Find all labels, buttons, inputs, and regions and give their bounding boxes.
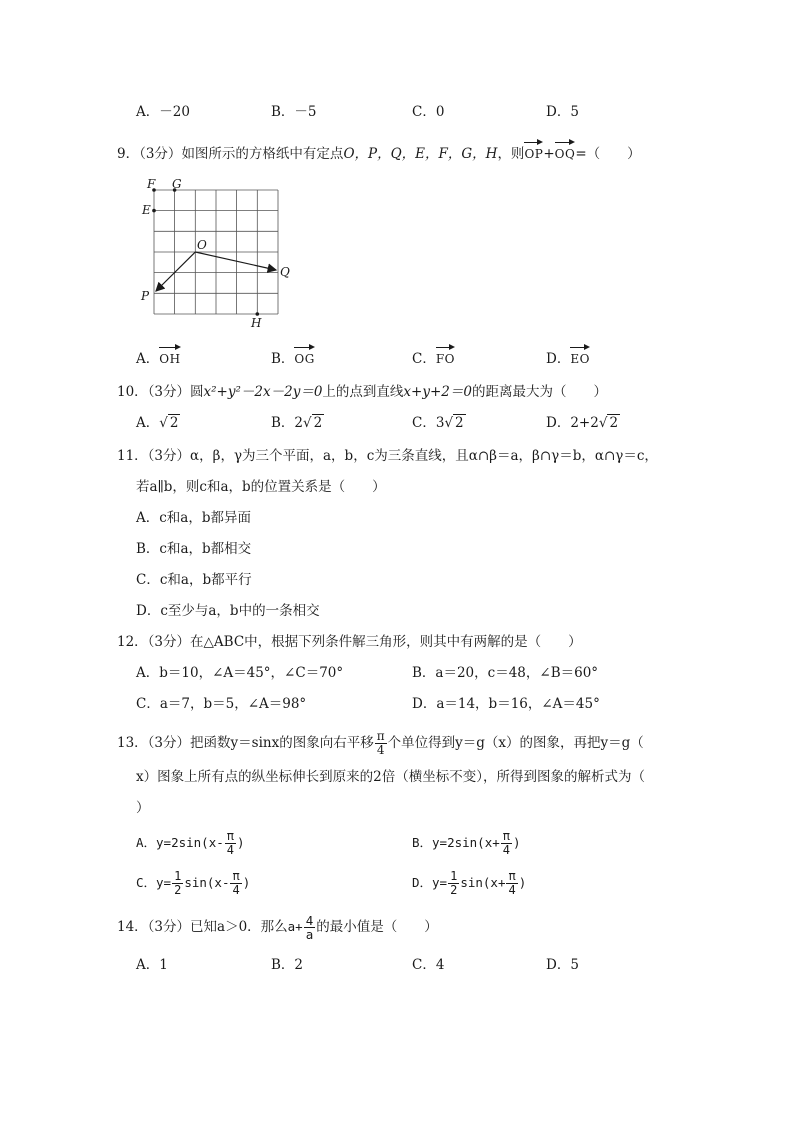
q8-option-a: A．－20 [136, 104, 190, 120]
q14-option-d: D．5 [546, 957, 579, 973]
vector-eo: EO [570, 346, 590, 368]
label-f: F [147, 177, 156, 191]
point-e [152, 209, 156, 213]
q13-stem-line1: 13．（3分）把函数y＝sinx的图象向右平移 $\frac{\pi}{4}$ 个单位得到y＝g（x）的图象，再把y＝g（ [117, 729, 644, 757]
q10-option-a: A．√ 2 [136, 415, 179, 431]
q11-option-a: A．c和a，b都异面 [136, 510, 252, 526]
label-q: Q [280, 265, 290, 279]
q14-fraction: $\frac{4}{a}$ [305, 913, 314, 942]
line-equation: x+y+2＝0 [403, 384, 472, 400]
q9-option-a: A．OH [136, 346, 181, 368]
q9-option-b: B．OG [271, 346, 315, 368]
q12-option-d: D．a＝14，b＝16，∠A＝45° [412, 696, 600, 712]
label-o: O [197, 238, 207, 252]
q9-number: 9． [117, 146, 140, 162]
q13-stem-line3: ） [136, 800, 150, 816]
q9-grid-figure [136, 172, 306, 332]
label-e: E [142, 203, 151, 217]
q11-stem-line1: 11．（3分）α，β，γ为三个平面，a，b，c为三条直线，且α∩β＝a，β∩γ＝b，α∩γ＝c， [117, 448, 658, 464]
q13-option-b: B．y=2sin(x+ $\frac{\pi}{4}$ ) [412, 829, 521, 857]
q13-option-c: C．y= $\frac{1}{2}$ sin(x- $\frac{\pi}{4}$ ) [136, 869, 251, 897]
q13-stem-line2: x）图象上所有点的纵坐标伸长到原来的2倍（横坐标不变），所得到图象的解析式为（ [136, 769, 645, 785]
q9-vector-oq: OQ [555, 141, 576, 163]
q14-option-b: B．2 [271, 957, 304, 973]
label-g: G [172, 177, 182, 191]
label-p: P [141, 289, 150, 303]
q10-option-c: C．3√ 2 [412, 415, 464, 431]
q11-option-c: C．c和a，b都平行 [136, 572, 252, 588]
vector-fo: FO [436, 346, 455, 368]
q9-score: （3分） [139, 146, 182, 162]
q8-option-c: C．0 [412, 104, 445, 120]
q9-points: O，P，Q，E，F，G，H [343, 146, 498, 162]
q14-stem: 14．（3分）已知a＞0．那么a+ $\frac{4}{a}$ 的最小值是（ ） [117, 913, 438, 942]
q11-stem-line2: 若a∥b，则c和a，b的位置关系是（ ） [136, 479, 386, 495]
q14-option-a: A．1 [136, 957, 168, 973]
q10-option-b: B．2√ 2 [271, 415, 323, 431]
q8-option-d: D．5 [546, 104, 579, 120]
q9-then: ，则 [497, 146, 525, 162]
vector-op-arrow [156, 252, 195, 291]
q9-option-c: C．FO [412, 346, 455, 368]
vector-oh: OH [159, 346, 180, 368]
q13-option-d: D．y= $\frac{1}{2}$ sin(x+ $\frac{\pi}{4}$ ) [412, 869, 527, 897]
q12-option-b: B．a＝20，c＝48，∠B＝60° [412, 665, 599, 681]
q14-option-c: C．4 [412, 957, 445, 973]
q9-text: 如图所示的方格纸中有定点 [181, 146, 344, 162]
q9-vector-op: OP [524, 141, 543, 163]
q13-option-a: A．y=2sin(x- $\frac{\pi}{4}$ ) [136, 829, 245, 857]
grid-lines [154, 190, 278, 314]
circle-equation: x²+y²－2x－2y＝0 [203, 384, 323, 400]
q9-stem [117, 141, 641, 163]
q9-option-d: D．EO [546, 346, 590, 368]
q10-option-d: D．2+2√ 2 [546, 415, 619, 431]
q11-option-b: B．c和a，b都相交 [136, 541, 252, 557]
q9-plus: + [543, 146, 555, 162]
vector-oq-arrow [195, 252, 276, 270]
q8-option-b: B．－5 [271, 104, 317, 120]
q10-stem: 10．（3分）圆x²+y²－2x－2y＝0上的点到直线x+y+2＝0的距离最大为（ ） [117, 384, 607, 400]
q13-pi-over-4: $\frac{\pi}{4}$ [376, 729, 385, 757]
q12-option-c: C．a＝7，b＝5，∠A＝98° [136, 696, 307, 712]
label-h: H [251, 316, 262, 330]
q11-option-d: D．c至少与a，b中的一条相交 [136, 603, 320, 619]
q12-option-a: A．b＝10，∠A＝45°，∠C＝70° [136, 665, 344, 681]
vector-og: OG [294, 346, 314, 368]
q9-equals: =（ ） [575, 146, 641, 162]
q12-stem: 12．（3分）在△ABC中，根据下列条件解三角形，则其中有两解的是（ ） [117, 634, 582, 650]
